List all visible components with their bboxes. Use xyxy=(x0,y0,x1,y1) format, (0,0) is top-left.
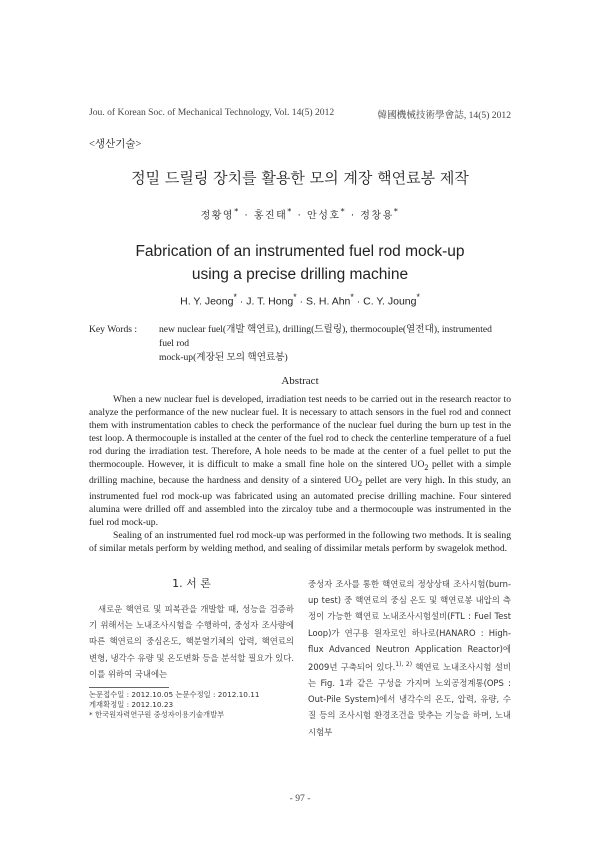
page-number: - 97 - xyxy=(289,793,311,804)
author-separator: · xyxy=(239,295,244,308)
author-name: 정황영 xyxy=(200,210,235,222)
author-separator: · xyxy=(297,210,303,222)
subscript: 2 xyxy=(358,478,363,488)
affiliation-mark: * xyxy=(340,206,347,216)
title-line: using a precise drilling machine xyxy=(191,266,409,283)
keywords-line: new nuclear fuel(개발 핵연료), drilling(드릴링), thermocouple(열전대), instrumented fuel rod xyxy=(159,324,492,349)
affiliation-mark: * xyxy=(233,292,237,302)
abstract-body xyxy=(89,393,511,555)
body-text: 핵연료 노내조사시험 설비는 Fig. 1과 같은 구성을 가지며 노외공정계통(OPS : Out-Pile System)에서 냉각수의 온도, 압력, 유량, 수질 등의 조사시험 환경조건을 맞추는 기능을 하며, 노내시험부 xyxy=(308,661,511,737)
journal-header-en: Jou. of Korean Soc. of Mechanical Technology, Vol. 14(5) 2012 xyxy=(89,107,335,118)
affiliation-mark: * xyxy=(234,206,240,216)
authors-english xyxy=(0,292,600,308)
keywords-block xyxy=(89,323,509,365)
author-name: 정창용 xyxy=(360,210,394,222)
keywords-label: Key Words : xyxy=(89,324,138,335)
authors-korean xyxy=(0,206,600,221)
affiliation-mark: * xyxy=(416,292,420,302)
body-paragraph xyxy=(308,576,511,740)
abstract-text: pellet with a simple drilling machine, because the hardness and density of a sintered UO xyxy=(89,459,511,486)
body-column-left xyxy=(89,601,294,682)
body-column-right xyxy=(308,576,511,740)
reference-citation: 1), 2) xyxy=(395,661,413,669)
abstract-paragraph xyxy=(89,393,511,529)
abstract-heading: Abstract xyxy=(281,375,319,387)
affiliation-mark: * xyxy=(350,292,354,302)
body-paragraph: 새로운 핵연료 및 피복관을 개발할 때, 성능을 검증하기 위해서는 노내조사시험을 수행하여, 중성자 조사량에 따른 핵연료의 중심온도, 핵분열기체의 압력, 핵연료의 변형, 냉각수 유량 및 온도변화 등을 분석할 필요가 있다. 이를 위하여 국내에는 xyxy=(89,604,294,679)
affiliation-mark: * xyxy=(293,292,297,302)
author-name: H. Y. Jeong xyxy=(180,295,234,308)
author-separator: · xyxy=(356,295,361,308)
section-heading: 1. 서 론 xyxy=(172,577,211,590)
abstract-text: When a new nuclear fuel is developed, irradiation test needs to be carried out in the research reactor to analyze the performance of the new nuclear fuel. It is necessary to attach sensors in the fuel rod and connect them with instrumentation cables to check the performance of the nuclear fuel during the burn up test in the test loop. A thermocouple is installed at the center of the fuel rod to check the centerline temperature of a fuel rod during the irradiation test. Therefore, A hole needs to be made at the center of a fuel pellet to put the thermocouple. However, it is difficult to make a small fine hole on the sintered UO xyxy=(89,394,511,470)
author-separator: · xyxy=(350,210,356,222)
paper-title-english xyxy=(0,240,600,286)
footnote-affiliation: * 한국원자력연구원 중성자이용기술개발부 xyxy=(89,710,225,720)
subscript: 2 xyxy=(424,462,429,472)
footnotes xyxy=(89,690,299,721)
footnote-accepted: 게재확정일 : 2012.10.23 xyxy=(89,700,174,710)
author-name: 홍진태 xyxy=(253,210,288,222)
paper-category: <생산기술> xyxy=(89,139,142,150)
author-name: S. H. Ahn xyxy=(306,295,351,308)
affiliation-mark: * xyxy=(393,206,400,216)
author-name: 안성호 xyxy=(307,210,341,222)
author-separator: · xyxy=(244,210,250,222)
body-text: 중성자 조사를 통한 핵연료의 정상상태 조사시험(burn-up test) 중 핵연료의 중심 온도 및 핵연료봉 내압의 측정이 가능한 핵연료 노내조사시험설비(FTL : Fuel Test Loop)가 연구용 원자로인 하나로(HANARO : High-flux Advanced Neutron Application Reactor)에 2009년 구축되어 있다. xyxy=(308,579,511,672)
affiliation-mark: * xyxy=(287,206,293,216)
author-name: J. T. Hong xyxy=(246,295,294,308)
keywords-line: mock-up(계장된 모의 핵연료봉) xyxy=(159,352,288,363)
footnote-divider xyxy=(89,687,169,688)
abstract-paragraph: Sealing of an instrumented fuel rod mock-up was performed in the following two methods. It is sealing of similar metals perform by welding method, and sealing of dissimilar metals perform by swagelok method. xyxy=(89,529,511,554)
abstract-text: pellet are very high. In this study, an instrumented fuel rod mock-up was fabricated using an automated precise drilling machine. Four sintered alumina were drilled off and assembled into the zircaloy tube and a thermocouple was instrumented in the fuel rod mock-up. xyxy=(89,474,511,528)
author-separator: · xyxy=(299,295,304,308)
journal-header-ko: 韓國機械技術學會誌, 14(5) 2012 xyxy=(377,110,511,121)
paper-title-korean: 정밀 드릴링 장치를 활용한 모의 계장 핵연료봉 제작 xyxy=(131,169,469,187)
title-line: Fabrication of an instrumented fuel rod mock-up xyxy=(135,243,465,260)
footnote-received: 논문접수일 : 2012.10.05 논문수정일 : 2012.10.11 xyxy=(89,690,260,699)
author-name: C. Y. Joung xyxy=(363,295,417,308)
keywords-text xyxy=(159,323,509,365)
